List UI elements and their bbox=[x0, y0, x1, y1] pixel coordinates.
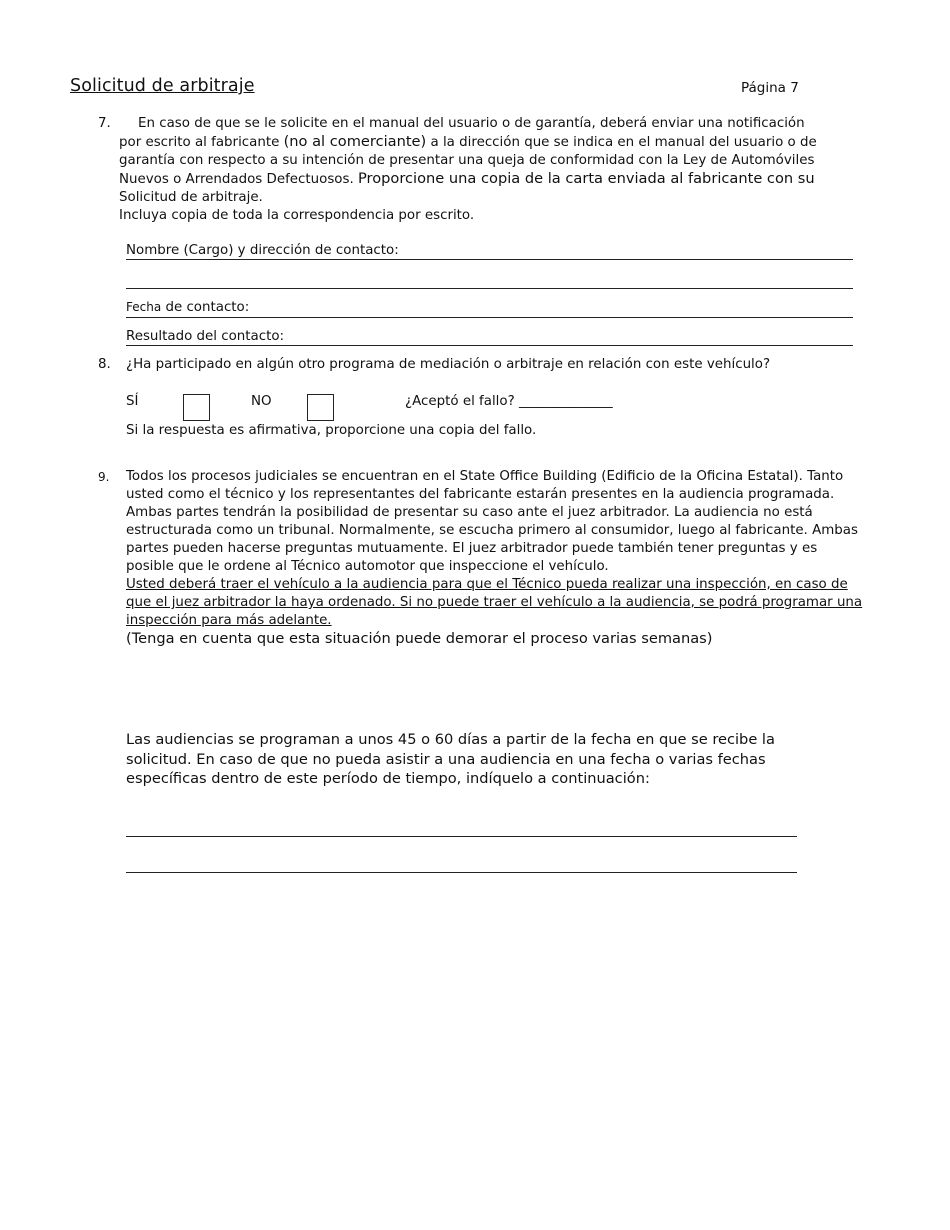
item-9-number: 9. bbox=[98, 470, 110, 484]
accepted-ruling-field[interactable]: ¿Aceptó el fallo? ______________ bbox=[405, 394, 613, 409]
item-8-note: Si la respuesta es afirmativa, proporcione una copia del fallo. bbox=[126, 423, 537, 438]
item-8-question: ¿Ha participado en algún otro programa de mediación o arbitraje en relación con este vehículo? bbox=[126, 357, 771, 372]
item-9-line: estructurada como un tribunal. Normalmente, se escucha primero al consumidor, luego al fabricante. Ambas bbox=[126, 523, 858, 538]
hearings-line: Las audiencias se programan a unos 45 o 60 días a partir de la fecha en que se recibe la bbox=[126, 731, 775, 748]
item-9-line: usted como el técnico y los representantes del fabricante estarán presentes en la audiencia programada. bbox=[126, 487, 835, 502]
unavailable-dates-field-1[interactable] bbox=[126, 836, 797, 837]
item-9-line: posible que le ordene al Técnico automotor que inspeccione el vehículo. bbox=[126, 559, 609, 574]
item-7-line-1: En caso de que se le solicite en el manual del usuario o de garantía, deberá enviar una notificación bbox=[138, 116, 805, 131]
item-7-text bbox=[119, 115, 849, 225]
contact-address-field[interactable] bbox=[126, 288, 853, 289]
item-9-line: partes pueden hacerse preguntas mutuamente. El juez arbitrador puede también tener preguntas y es bbox=[126, 541, 818, 556]
item-9-underlined-line: que el juez arbitrador la haya ordenado. Si no puede traer el vehículo a la audiencia, se podrá programar una bbox=[126, 595, 863, 610]
item-7-line-6: Incluya copia de toda la correspondencia por escrito. bbox=[119, 208, 475, 223]
contact-date-label-small: Fecha bbox=[126, 300, 162, 314]
contact-result-field[interactable] bbox=[126, 345, 853, 346]
item-9-note: (Tenga en cuenta que esta situación puede demorar el proceso varias semanas) bbox=[126, 630, 713, 647]
item-7-line-4a: Nuevos o Arrendados Defectuosos. bbox=[119, 172, 354, 187]
item-9-line: Todos los procesos judiciales se encuentran en el State Office Building (Edificio de la Oficina Estatal). Tanto bbox=[126, 469, 844, 484]
item-7-line-2 bbox=[119, 133, 849, 152]
hearings-line: específicas dentro de este período de tiempo, indíquelo a continuación: bbox=[126, 770, 650, 787]
contact-date-label bbox=[126, 300, 249, 315]
item-7-line-2b: (no al comerciante) bbox=[283, 133, 427, 150]
unavailable-dates-field-2[interactable] bbox=[126, 872, 797, 873]
contact-name-label: Nombre (Cargo) y dirección de contacto: bbox=[126, 243, 399, 258]
contact-name-field[interactable] bbox=[126, 259, 853, 260]
item-8-number: 8. bbox=[98, 357, 111, 372]
yes-label: SÍ bbox=[126, 394, 139, 409]
item-7-line-5: Solicitud de arbitraje. bbox=[119, 190, 263, 205]
item-7-line-4b: Proporcione una copia de la carta enviada al fabricante con su bbox=[358, 170, 815, 187]
page-title: Solicitud de arbitraje bbox=[70, 76, 255, 96]
item-9-line: Ambas partes tendrán la posibilidad de presentar su caso ante el juez arbitrador. La audiencia no está bbox=[126, 505, 813, 520]
hearings-line: solicitud. En caso de que no pueda asistir a una audiencia en una fecha o varias fechas bbox=[126, 750, 766, 768]
page-number: Página 7 bbox=[741, 80, 799, 96]
item-7-line-2c: a la dirección que se indica en el manual del usuario o de bbox=[430, 135, 817, 150]
item-9-underlined-line: inspección para más adelante. bbox=[126, 613, 332, 628]
item-7-line-2a: por escrito al fabricante bbox=[119, 135, 280, 150]
no-checkbox[interactable] bbox=[307, 394, 334, 421]
item-7-number: 7. bbox=[98, 116, 111, 131]
hearings-text bbox=[126, 730, 806, 789]
item-9-text bbox=[126, 468, 886, 648]
contact-date-field[interactable] bbox=[126, 317, 853, 318]
item-7-line-4 bbox=[119, 170, 849, 189]
contact-result-label: Resultado del contacto: bbox=[126, 329, 285, 344]
contact-date-label-text: de contacto: bbox=[165, 300, 250, 315]
yes-checkbox[interactable] bbox=[183, 394, 210, 421]
no-label: NO bbox=[251, 394, 272, 409]
item-7-line-3: garantía con respecto a su intención de presentar una queja de conformidad con la Ley de Automóviles bbox=[119, 153, 815, 168]
item-9-underlined-line: Usted deberá traer el vehículo a la audiencia para que el Técnico pueda realizar una inspección, en caso de bbox=[126, 577, 848, 592]
